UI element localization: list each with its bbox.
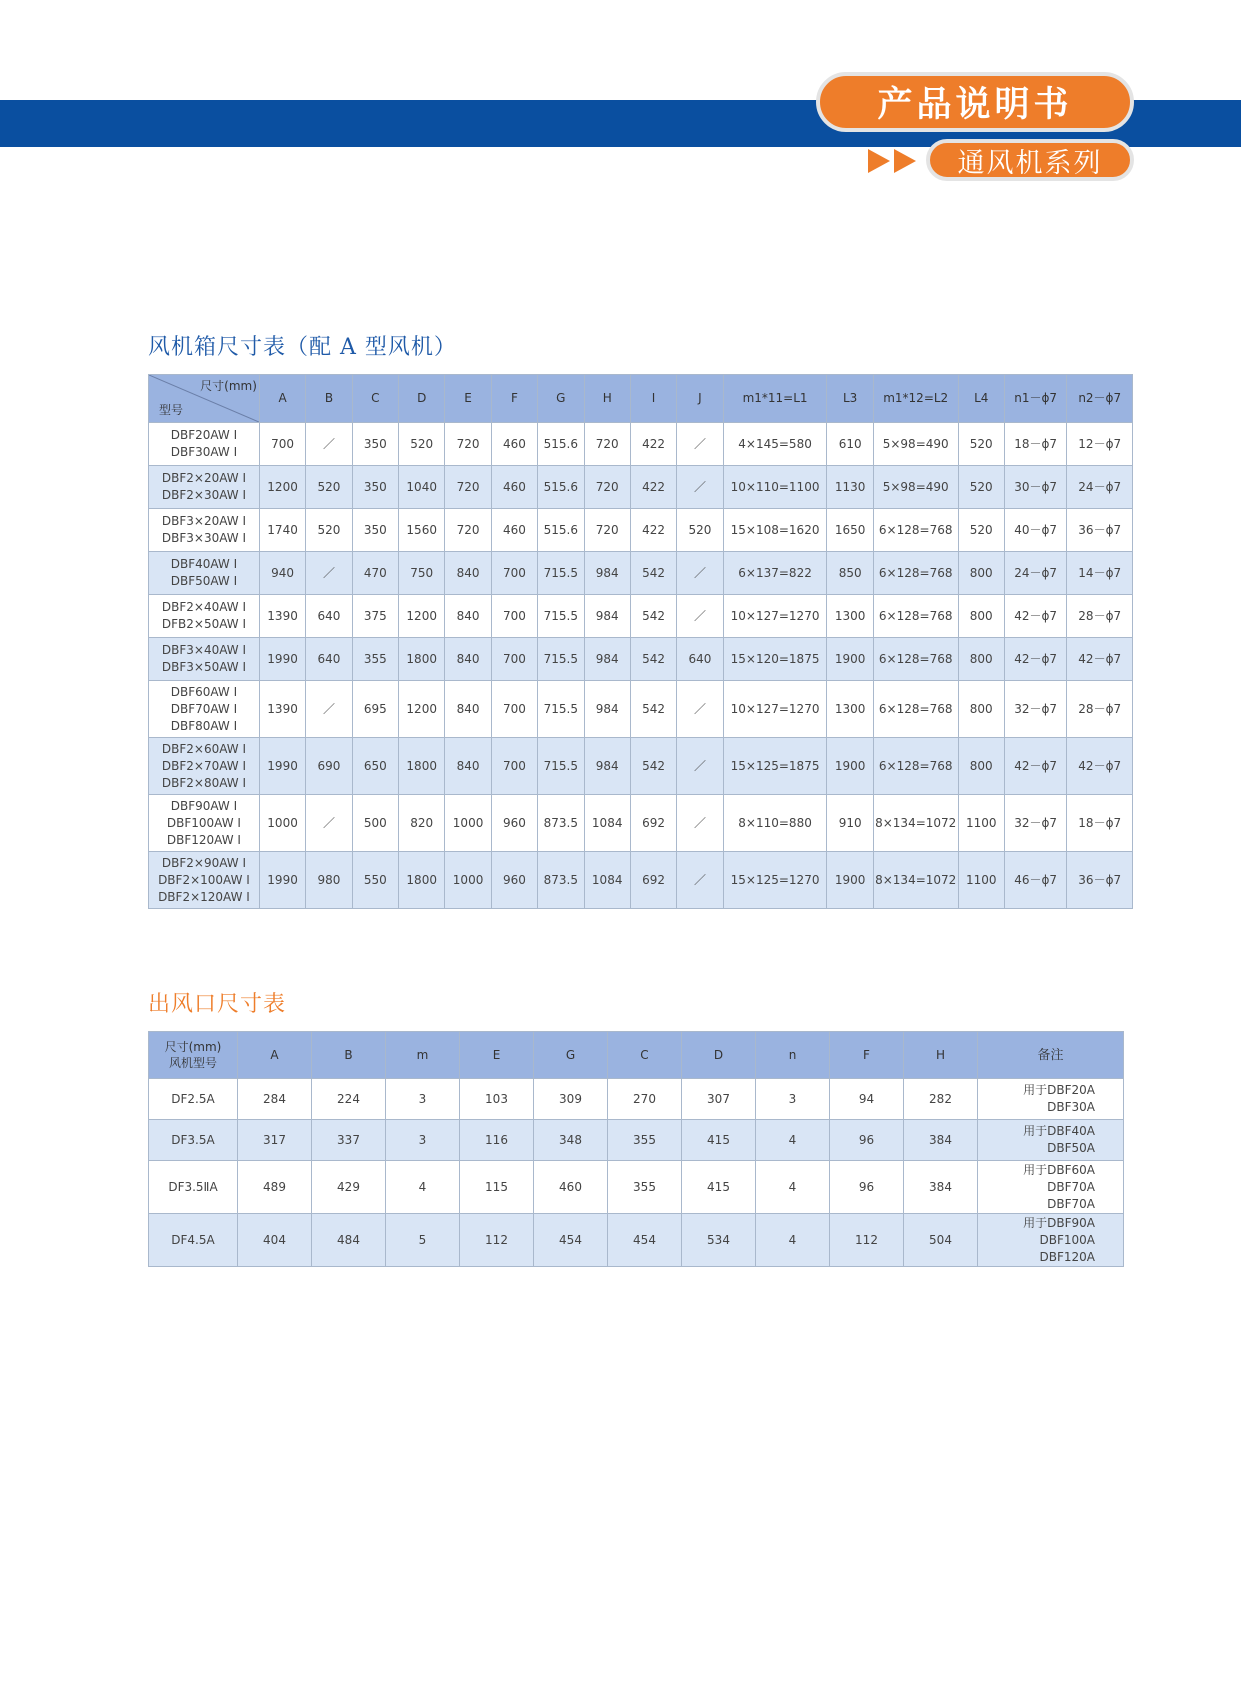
table-cell: 282 [904, 1079, 978, 1120]
table-cell: 550 [352, 852, 398, 909]
fan-box-dimensions-table [148, 374, 1133, 909]
table-cell: 800 [958, 681, 1004, 738]
table-cell: 8×134=1072 [873, 795, 958, 852]
table1-col-header: m1*12=L2 [873, 375, 958, 423]
table-cell: ／ [677, 595, 723, 638]
table-cell: 12－ϕ7 [1067, 423, 1133, 466]
table-cell: 542 [630, 552, 676, 595]
table1-col-header: n2－ϕ7 [1067, 375, 1133, 423]
table-cell: 15×120=1875 [723, 638, 827, 681]
table-cell: 6×128=768 [873, 595, 958, 638]
table-cell: 692 [630, 795, 676, 852]
table-cell: ／ [677, 552, 723, 595]
model-cell: DBF2×90AW Ⅰ DBF2×100AW Ⅰ DBF2×120AW Ⅰ [149, 852, 260, 909]
table-cell: 840 [445, 552, 491, 595]
table-cell: 1200 [399, 595, 445, 638]
table-cell: 454 [534, 1214, 608, 1267]
table-cell: 534 [682, 1214, 756, 1267]
table-cell: 715.5 [538, 681, 584, 738]
table2-title: 出风口尺寸表 [148, 992, 287, 1017]
table-cell: 720 [445, 466, 491, 509]
table-cell: 32－ϕ7 [1004, 795, 1067, 852]
model-cell: DBF3×40AW Ⅰ DBF3×50AW Ⅰ [149, 638, 260, 681]
table-cell: 355 [352, 638, 398, 681]
table-cell: 4 [386, 1161, 460, 1214]
table-cell: 720 [445, 509, 491, 552]
table1-col-header: E [445, 375, 491, 423]
table-cell: 1800 [399, 638, 445, 681]
table-cell: 695 [352, 681, 398, 738]
table1-col-header: n1－ϕ7 [1004, 375, 1067, 423]
table1-col-header: m1*11=L1 [723, 375, 827, 423]
model-cell: DF2.5A [149, 1079, 238, 1120]
table-cell: 384 [904, 1161, 978, 1214]
table1-col-header: H [584, 375, 630, 423]
table-row [149, 852, 1133, 909]
table-cell: 115 [460, 1161, 534, 1214]
table-cell: 640 [306, 595, 352, 638]
table-cell: 96 [830, 1120, 904, 1161]
table-row [149, 738, 1133, 795]
table1-title: 风机箱尺寸表（配 A 型风机） [148, 335, 457, 360]
table-cell: 542 [630, 681, 676, 738]
model-cell: DF3.5A [149, 1120, 238, 1161]
table1-col-header: I [630, 375, 676, 423]
table-cell: 720 [445, 423, 491, 466]
table-cell: 1800 [399, 738, 445, 795]
table-cell: 3 [756, 1079, 830, 1120]
model-cell: DBF2×60AW Ⅰ DBF2×70AW Ⅰ DBF2×80AW Ⅰ [149, 738, 260, 795]
table-cell: 6×128=768 [873, 509, 958, 552]
table-cell: 28－ϕ7 [1067, 595, 1133, 638]
table-cell: 460 [534, 1161, 608, 1214]
table1-col-header: A [259, 375, 305, 423]
table-cell: 1900 [827, 638, 873, 681]
table-cell: 520 [306, 509, 352, 552]
table2-col-header: B [312, 1032, 386, 1079]
table-cell: 1990 [259, 638, 305, 681]
table-cell: 960 [491, 795, 537, 852]
table-cell: 1990 [259, 738, 305, 795]
table-cell: ／ [677, 738, 723, 795]
table-cell: 1200 [399, 681, 445, 738]
table-cell: 1990 [259, 852, 305, 909]
table-cell: 700 [491, 681, 537, 738]
table1-col-header: J [677, 375, 723, 423]
table-row [149, 795, 1133, 852]
table-cell: 415 [682, 1161, 756, 1214]
table-cell: 32－ϕ7 [1004, 681, 1067, 738]
table-cell: 1900 [827, 738, 873, 795]
table-cell: 1084 [584, 795, 630, 852]
table-cell: 720 [584, 466, 630, 509]
table-cell: 6×128=768 [873, 638, 958, 681]
table-cell: 96 [830, 1161, 904, 1214]
note-cell: 用于DBF20A DBF30A [978, 1079, 1124, 1120]
table-cell: 4 [756, 1120, 830, 1161]
table-cell: 10×127=1270 [723, 681, 827, 738]
table-cell: 36－ϕ7 [1067, 509, 1133, 552]
table-row [149, 1161, 1124, 1214]
table-cell: 940 [259, 552, 305, 595]
table-cell: 1130 [827, 466, 873, 509]
outlet-dimensions-table [148, 1031, 1124, 1267]
table-cell: 14－ϕ7 [1067, 552, 1133, 595]
model-cell: DBF40AW Ⅰ DBF50AW Ⅰ [149, 552, 260, 595]
table-cell: 309 [534, 1079, 608, 1120]
table-cell: 6×128=768 [873, 552, 958, 595]
table-cell: 1040 [399, 466, 445, 509]
table-cell: 307 [682, 1079, 756, 1120]
table2-col-header: D [682, 1032, 756, 1079]
table-cell: 1300 [827, 595, 873, 638]
table1-col-header: L4 [958, 375, 1004, 423]
table-cell: 6×137=822 [723, 552, 827, 595]
table-cell: 542 [630, 638, 676, 681]
table-cell: 422 [630, 509, 676, 552]
table-row [149, 681, 1133, 738]
table-cell: 1000 [445, 795, 491, 852]
table-cell: 454 [608, 1214, 682, 1267]
table-cell: 284 [238, 1079, 312, 1120]
table-cell: 355 [608, 1120, 682, 1161]
model-cell: DF4.5A [149, 1214, 238, 1267]
table-cell: ／ [677, 466, 723, 509]
table-cell: 840 [445, 681, 491, 738]
table-cell: ／ [306, 423, 352, 466]
table-cell: 1084 [584, 852, 630, 909]
table-cell: 3 [386, 1079, 460, 1120]
table-cell: 650 [352, 738, 398, 795]
model-cell: DBF3×20AW Ⅰ DBF3×30AW Ⅰ [149, 509, 260, 552]
table-cell: 10×127=1270 [723, 595, 827, 638]
table-cell: 700 [259, 423, 305, 466]
table-cell: 10×110=1100 [723, 466, 827, 509]
double-play-arrow-icon [868, 149, 920, 173]
table-cell: 715.5 [538, 638, 584, 681]
table-cell: 384 [904, 1120, 978, 1161]
table-cell: 46－ϕ7 [1004, 852, 1067, 909]
table-cell: 422 [630, 466, 676, 509]
table-cell: 5×98=490 [873, 466, 958, 509]
note-cell: 用于DBF40A DBF50A [978, 1120, 1124, 1161]
table-cell: 422 [630, 423, 676, 466]
table-cell: 873.5 [538, 795, 584, 852]
table-cell: 1300 [827, 681, 873, 738]
table-cell: 103 [460, 1079, 534, 1120]
table1-corner-model: 型号 [159, 403, 184, 417]
table-cell: 840 [445, 638, 491, 681]
table-cell: 715.5 [538, 552, 584, 595]
table-cell: 800 [958, 738, 1004, 795]
table-cell: 6×128=768 [873, 738, 958, 795]
table-cell: 460 [491, 509, 537, 552]
table-cell: 520 [677, 509, 723, 552]
table-cell: 984 [584, 681, 630, 738]
table-cell: 28－ϕ7 [1067, 681, 1133, 738]
table-cell: 350 [352, 509, 398, 552]
table-cell: 520 [958, 466, 1004, 509]
table-cell: 4 [756, 1161, 830, 1214]
table-cell: 800 [958, 638, 1004, 681]
table-cell: 24－ϕ7 [1067, 466, 1133, 509]
table-row [149, 552, 1133, 595]
model-cell: DBF2×20AW Ⅰ DBF2×30AW Ⅰ [149, 466, 260, 509]
table-cell: 700 [491, 595, 537, 638]
table-cell: 24－ϕ7 [1004, 552, 1067, 595]
table-cell: 18－ϕ7 [1004, 423, 1067, 466]
table-cell: 1800 [399, 852, 445, 909]
model-cell: DF3.5ⅡA [149, 1161, 238, 1214]
table-cell: 348 [534, 1120, 608, 1161]
table2-corner-header: 尺寸(mm) 风机型号 [149, 1032, 238, 1079]
table-cell: 42－ϕ7 [1004, 738, 1067, 795]
table-cell: 984 [584, 738, 630, 795]
table-cell: ／ [677, 681, 723, 738]
table-cell: 317 [238, 1120, 312, 1161]
table1-col-header: C [352, 375, 398, 423]
table-cell: 910 [827, 795, 873, 852]
table2-col-header: E [460, 1032, 534, 1079]
model-cell: DBF2×40AW Ⅰ DFB2×50AW Ⅰ [149, 595, 260, 638]
table-cell: 960 [491, 852, 537, 909]
table-cell: 984 [584, 595, 630, 638]
table-cell: 8×134=1072 [873, 852, 958, 909]
table-cell: ／ [306, 681, 352, 738]
table-cell: 720 [584, 509, 630, 552]
table-cell: 5 [386, 1214, 460, 1267]
table-cell: 515.6 [538, 509, 584, 552]
table-cell: 460 [491, 423, 537, 466]
table-cell: 42－ϕ7 [1067, 638, 1133, 681]
table-cell: 515.6 [538, 423, 584, 466]
table-cell: 5×98=490 [873, 423, 958, 466]
table-cell: 1560 [399, 509, 445, 552]
table2-col-header: G [534, 1032, 608, 1079]
table-cell: 337 [312, 1120, 386, 1161]
table-row [149, 595, 1133, 638]
table-cell: 715.5 [538, 738, 584, 795]
table1-col-header: D [399, 375, 445, 423]
table-cell: 500 [352, 795, 398, 852]
table-cell: 1390 [259, 595, 305, 638]
table-row [149, 509, 1133, 552]
table-cell: 715.5 [538, 595, 584, 638]
table-cell: 3 [386, 1120, 460, 1161]
table-cell: 873.5 [538, 852, 584, 909]
note-cell: 用于DBF90A DBF100A DBF120A [978, 1214, 1124, 1267]
table-cell: 720 [584, 423, 630, 466]
table-cell: 1000 [445, 852, 491, 909]
table-cell: 6×128=768 [873, 681, 958, 738]
table-cell: 840 [445, 595, 491, 638]
table-cell: 415 [682, 1120, 756, 1161]
model-cell: DBF60AW Ⅰ DBF70AW Ⅰ DBF80AW Ⅰ [149, 681, 260, 738]
table-cell: 692 [630, 852, 676, 909]
table-cell: 984 [584, 638, 630, 681]
table-cell: ／ [677, 795, 723, 852]
table-cell: 36－ϕ7 [1067, 852, 1133, 909]
table-cell: 610 [827, 423, 873, 466]
table-cell: 404 [238, 1214, 312, 1267]
table-row [149, 638, 1133, 681]
table-cell: 1390 [259, 681, 305, 738]
table-cell: 355 [608, 1161, 682, 1214]
document-subtitle: 通风机系列 [926, 139, 1134, 181]
table1-col-header: B [306, 375, 352, 423]
table-cell: 840 [445, 738, 491, 795]
table-cell: 800 [958, 552, 1004, 595]
table-cell: 984 [584, 552, 630, 595]
document-title: 产品说明书 [816, 72, 1134, 132]
table-cell: 520 [399, 423, 445, 466]
table1-corner-header [149, 375, 260, 423]
table-cell: 640 [306, 638, 352, 681]
table-cell: 700 [491, 638, 537, 681]
table-cell: 1900 [827, 852, 873, 909]
table-cell: 470 [352, 552, 398, 595]
model-cell: DBF20AW Ⅰ DBF30AW Ⅰ [149, 423, 260, 466]
table1-col-header: F [491, 375, 537, 423]
table2-col-header: A [238, 1032, 312, 1079]
table-cell: 980 [306, 852, 352, 909]
table-cell: 504 [904, 1214, 978, 1267]
table-cell: 116 [460, 1120, 534, 1161]
table1-corner-dimension: 尺寸(mm) [200, 379, 257, 393]
table2-col-header: H [904, 1032, 978, 1079]
table-cell: 690 [306, 738, 352, 795]
table-cell: 820 [399, 795, 445, 852]
table-cell: 750 [399, 552, 445, 595]
table-cell: 15×108=1620 [723, 509, 827, 552]
table-cell: 850 [827, 552, 873, 595]
table-cell: 1100 [958, 795, 1004, 852]
table-cell: ／ [306, 795, 352, 852]
table2-col-header: n [756, 1032, 830, 1079]
table-cell: 460 [491, 466, 537, 509]
note-cell: 用于DBF60A DBF70A DBF70A [978, 1161, 1124, 1214]
table-cell: 542 [630, 738, 676, 795]
table-cell: 700 [491, 738, 537, 795]
table-cell: 112 [460, 1214, 534, 1267]
table-cell: 40－ϕ7 [1004, 509, 1067, 552]
table-cell: 640 [677, 638, 723, 681]
table-cell: 15×125=1875 [723, 738, 827, 795]
table-cell: 515.6 [538, 466, 584, 509]
table-row [149, 1214, 1124, 1267]
table-cell: 1000 [259, 795, 305, 852]
table-cell: 94 [830, 1079, 904, 1120]
table2-note-header: 备注 [978, 1032, 1124, 1079]
table-cell: 112 [830, 1214, 904, 1267]
table-cell: 1740 [259, 509, 305, 552]
table-row [149, 466, 1133, 509]
table-cell: 542 [630, 595, 676, 638]
table2-col-header: C [608, 1032, 682, 1079]
table-cell: 429 [312, 1161, 386, 1214]
table-cell: 1200 [259, 466, 305, 509]
table1-col-header: L3 [827, 375, 873, 423]
table-cell: 4×145=580 [723, 423, 827, 466]
table-cell: 520 [958, 509, 1004, 552]
table-row [149, 423, 1133, 466]
table-cell: 224 [312, 1079, 386, 1120]
table-cell: 42－ϕ7 [1004, 595, 1067, 638]
table-cell: 375 [352, 595, 398, 638]
table-cell: 15×125=1270 [723, 852, 827, 909]
table-cell: 520 [306, 466, 352, 509]
table-cell: 8×110=880 [723, 795, 827, 852]
table2-col-header: m [386, 1032, 460, 1079]
table-cell: 484 [312, 1214, 386, 1267]
table-cell: 18－ϕ7 [1067, 795, 1133, 852]
model-cell: DBF90AW Ⅰ DBF100AW Ⅰ DBF120AW Ⅰ [149, 795, 260, 852]
table-row [149, 1120, 1124, 1161]
table-cell: 700 [491, 552, 537, 595]
table-row [149, 1079, 1124, 1120]
table-cell: 489 [238, 1161, 312, 1214]
table-cell: 520 [958, 423, 1004, 466]
table-cell: ／ [677, 423, 723, 466]
table-cell: ／ [677, 852, 723, 909]
table-cell: 800 [958, 595, 1004, 638]
table-cell: 4 [756, 1214, 830, 1267]
table-cell: ／ [306, 552, 352, 595]
table2-col-header: F [830, 1032, 904, 1079]
table-cell: 270 [608, 1079, 682, 1120]
table-cell: 30－ϕ7 [1004, 466, 1067, 509]
table-cell: 42－ϕ7 [1004, 638, 1067, 681]
table-cell: 1100 [958, 852, 1004, 909]
table-cell: 350 [352, 466, 398, 509]
table-cell: 350 [352, 423, 398, 466]
table-cell: 42－ϕ7 [1067, 738, 1133, 795]
table-cell: 1650 [827, 509, 873, 552]
table1-col-header: G [538, 375, 584, 423]
